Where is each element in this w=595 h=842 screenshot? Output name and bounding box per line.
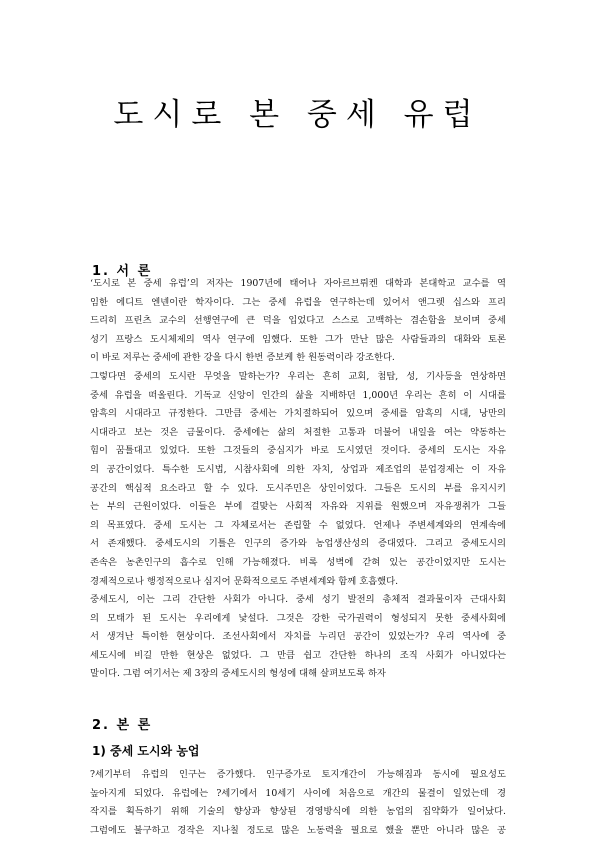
subsection-heading-medieval-city-agriculture: 1) 중세 도시와 농업: [92, 744, 200, 758]
document-title: 도시로 본 중세 유럽: [113, 97, 482, 133]
text-line: 그럼에도 불구하고 경작은 지나칠 정도로 많은 노동력을 필요로 했을 뿐만 아니라 많은 공: [90, 824, 506, 836]
text-line: 작지를 획득하기 위해 기술의 향상과 향상된 경영방식에 의한 농업의 집약화가 일어났다.: [90, 806, 506, 818]
text-line: 드리히 프린츠 교수의 선행연구에 큰 덕을 입었다고 스스로 고백하는 겸손함을 보이며 중세: [90, 315, 506, 327]
text-line: 시대라고 보는 것은 금물이다. 중세에는 삶의 처절한 고통과 더불어 내일을 여는 약동하는: [90, 426, 506, 438]
text-line: 중세도시, 이는 그리 간단한 사회가 아니다. 중세 성기 발전의 총체적 결과물이자 근대사회: [90, 594, 506, 605]
text-line: 이 바로 저루는 중세에 관한 강을 다시 한번 증보케 한 원동력이라 강조한다.: [90, 352, 395, 364]
body-paragraph-1: [90, 766, 506, 840]
intro-paragraph-2: [90, 368, 506, 591]
text-line: 서 존재했다. 중세도시의 기틀은 인구의 증가와 농업생산성의 증대였다. 그리고 중세도시의: [90, 538, 506, 550]
text-line: 말이다. 그럼 여기서는 제 3장의 중세도시의 형성에 대해 살펴보도록 하자: [90, 668, 386, 680]
intro-paragraph-1: [90, 275, 506, 368]
text-line: ‘도시로 본 중세 유럽’의 저자는 1907년에 태어나 자아르브뤼켄 대학과 본대학교 교수를 역: [90, 278, 506, 289]
text-line: 성기 프랑스 도시체제의 역사 연구에 임했다. 또한 그가 만난 많은 사람들과의 대화와 토론: [90, 333, 506, 345]
text-line: 의 공간이었다. 특수한 도시법, 시참사회에 의한 자치, 상업과 제조업의 분업경제는 이 자유: [90, 463, 506, 475]
text-line: 의 목표였다. 중세 도시는 그 자체로서는 존립할 수 없었다. 언제나 주변세계와의 연계속에: [90, 519, 506, 531]
text-line: 존속은 농촌인구의 흡수로 인해 가능해졌다. 비록 성벽에 갇혀 있는 공간이었지만 도시는: [90, 556, 506, 568]
text-line: 중세 유럽을 떠올린다. 기독교 신앙이 인간의 삶을 지배하던 1,000년 우리는 흔히 이 시대를: [90, 389, 506, 401]
text-line: 그렇다면 중세의 도시란 무엇을 말하는가? 우리는 흔히 교회, 첨탑, 성, 기사등을 연상하면: [90, 371, 506, 382]
text-line: 의 모태가 된 도시는 우리에게 낯설다. 그것은 강한 국가권력이 형성되지 못한 중세사회에: [90, 612, 506, 624]
text-line: 임한 에디트 엔넨이란 학자이다. 그는 중세 유럽을 연구하는데 있어서 앤그렛 십스와 프리: [90, 296, 506, 308]
text-line: 힘이 꿈틀대고 있었다. 또한 그것들의 중심지가 바로 도시였던 것이다. 중세의 도시는 자유: [90, 445, 506, 457]
section-heading-introduction: 1. 서 론: [92, 264, 153, 279]
text-line: 암흑의 시대라고 규정한다. 그만큼 중세는 가치절하되어 있으며 중세를 암흑의 시대, 낭만의: [90, 408, 506, 420]
text-line: 높아지게 되었다. 유럽에는 ?세기에서 10세기 사이에 처음으로 개간의 물결이 일었는데 경: [90, 787, 506, 799]
section-heading-main-body: 2. 본 론: [92, 718, 153, 733]
text-line: ?세기부터 유럽의 인구는 증가했다. 인구증가로 토지개간이 가능해짐과 동시에 필요성도: [90, 769, 506, 780]
text-line: 공간의 핵심적 요소라고 할 수 있다. 도시주민은 상인이었다. 그들은 도시의 부를 유지시키: [90, 482, 506, 494]
text-line: 서 생겨난 특이한 현상이다. 조선사회에서 자치를 누리던 공간이 있었는가? 우리 역사에 중: [90, 631, 506, 643]
text-line: 는 부의 근원이었다. 이들은 부에 걸맞는 사회적 자유와 지위를 원했으며 자유쟁취가 그들: [90, 501, 506, 513]
text-line: 경제적으로나 행정적으로나 심지어 문화적으로도 주변세계와 함께 호흡했다.: [90, 575, 399, 587]
text-line: 세도시에 비길 만한 현상은 없었다. 그 만큼 쉽고 간단한 하나의 조직 사회가 아니었다는: [90, 649, 506, 661]
intro-paragraph-3: [90, 591, 506, 684]
